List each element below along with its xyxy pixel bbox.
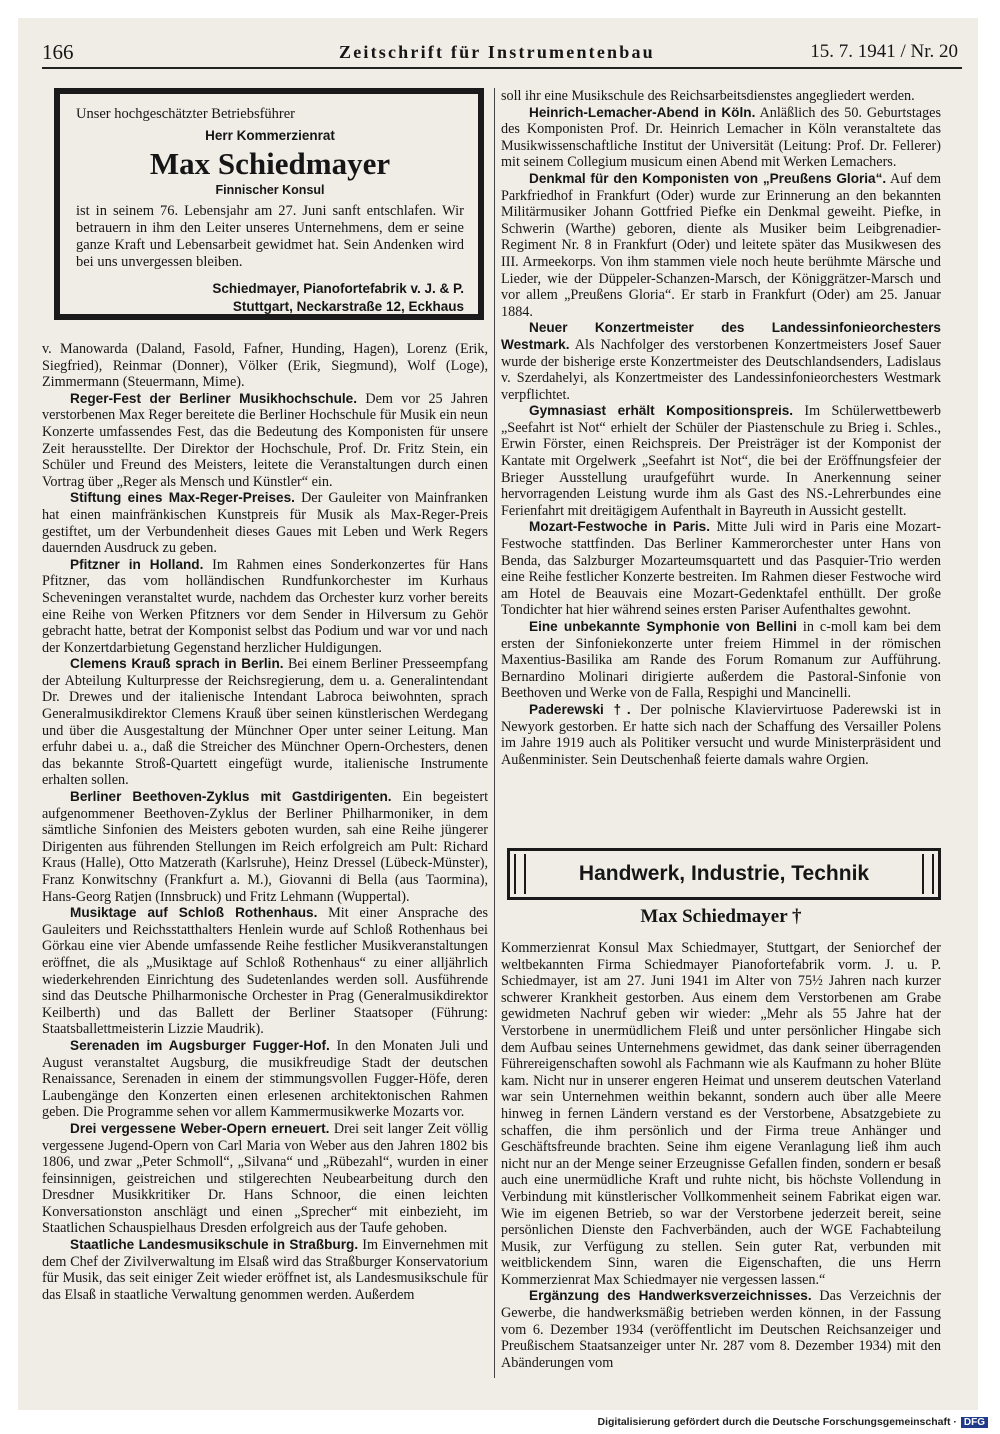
footer-text: Digitalisierung gefördert durch die Deutsche Forschungsgemeinschaft · xyxy=(597,1416,957,1428)
article-text: soll ihr eine Musikschule des Reichsarbeitsdienstes angegliedert werden. xyxy=(501,88,915,104)
article-text: in c-moll kam bei dem ersten der Sinfoniekonzerte unter freiem Himmel in der römischen Maxentius-Basilika am Rande des Forum Romanum zur Aufführung. Bernardino Molinari dirigierte außerdem die Pastoral-Sinfonie von Beethoven und Werke von de Falla, Respighi und Mancinelli. xyxy=(501,619,941,702)
article-heading: Ergänzung des Handwerksverzeichnisses. xyxy=(529,1288,812,1304)
article-text: Mit einer Ansprache des Gauleiters und Reichsstatthalters Henlein wurde auf Schloß Rothenhaus bei Görkau eine vier Abende umfassende Reihe festlicher Musikveranstaltungen eröffnet, die als „Musiktage auf Schloß Rothenhaus“ zu einer alljährlich wiederkehrenden Einrichtung des Sudetenlandes werden soll. Ausführende sind das Deutsche Philharmonische Orchester in Prag (Generalmusikdirektor Keilberth) und das Ballett der Berliner Staatsoper (Führung: Staatsballettmeisterin Lizzie Maudrik). xyxy=(42,905,488,1038)
article-paragraph xyxy=(42,1121,488,1237)
article-paragraph xyxy=(42,341,488,391)
notice-intro: Unser hochgeschätzter Betriebsführer xyxy=(76,106,296,122)
article-paragraph xyxy=(42,656,488,789)
notice-firm xyxy=(76,280,464,316)
notice-name: Max Schiedmayer xyxy=(149,146,391,181)
article-heading: Serenaden im Augsburger Fugger-Hof. xyxy=(70,1037,330,1053)
article-paragraph xyxy=(501,171,941,320)
article-heading: Musiktage auf Schloß Rothenhaus. xyxy=(70,905,318,921)
article-heading: Neuer Konzertmeister des Landessinfonieorchesters Westmark. xyxy=(501,320,941,352)
article-text: Anläßlich des 50. Geburtstages des Komponisten Prof. Dr. Heinrich Lemacher in Köln veranstaltete das Musikwissenschaftliche Institut der Universität (Leitung: Prof. Dr. Fellerer) mit seinem Collegium musicum einen Abend mit Werken Lemachers. xyxy=(501,104,941,171)
obituary-title: Max Schiedmayer † xyxy=(640,906,802,927)
section-banner xyxy=(507,848,941,900)
article-text: Auf dem Parkfriedhof in Frankfurt (Oder) wurde zur Erinnerung an den bekannten Militärmusiker Johann Gottfried Piefke ein Denkmal geweiht. Piefke, in Schwerin (Warthe) geboren, diente als Musiker beim Leibgrenadier-Regiment Nr. 8 in Frankfurt (Oder) und leitete später das Musikwesen des III. Armeekorps. Von ihm stammen viele noch heute berühmte Märsche und Lieder, wie der Düppeler-Schanzen-Marsch, der Königgrätzer-Marsch und vor allem „Preußens Gloria“. Er starb in Frankfurt (Oder) am 25. Januar 1884. xyxy=(501,170,941,320)
obituary-column xyxy=(501,940,941,1374)
column-divider xyxy=(494,88,495,1378)
article-heading: Stiftung eines Max-Reger-Preises. xyxy=(70,490,295,506)
article-heading: Paderewski †. xyxy=(529,701,631,717)
article-paragraph xyxy=(501,88,941,105)
article-paragraph xyxy=(501,105,941,171)
article-paragraph xyxy=(501,702,941,768)
article-text: In den Monaten Juli und August veranstaltet Augsburg, die musikfreudige Stadt der deutschen Renaissance, Serenaden in einem der stimmungsvollen Fugger-Höfe, deren Laubengänge den Konzerten einen erlesenen architektonischen Rahmen geben. Die Programme sehen vor allem Kammermusikwerke Mozarts vor. xyxy=(42,1037,488,1121)
article-heading: Denkmal für den Komponisten von „Preußens Gloria“. xyxy=(529,170,887,186)
article-text: Dem vor 25 Jahren verstorbenen Max Reger bereitete die Berliner Hochschule für Musik ein neun Konzerte umfassendes Fest, das die Bedeutung des Komponisten für unsere Zeit herausstellte. Der Direktor der Hochschule, Prof. Dr. Fritz Stein, ein Schüler und Freund des Meisters, leitete die Veranstaltungen durch einen Vortrag über „Reger als Mensch und Künstler“ ein. xyxy=(42,390,488,490)
article-paragraph xyxy=(501,403,941,519)
article-paragraph xyxy=(42,557,488,657)
obituary-notice-box xyxy=(54,88,484,320)
article-text: v. Manowarda (Daland, Fasold, Fafner, Hunding, Hagen), Lorenz (Erik, Siegfried), Reinmar (Donner), Völker (Erik, Siegmund), Wolf (Loge), Zimmermann (Steuermann, Mime). xyxy=(42,341,488,391)
notice-body: ist in seinem 76. Lebensjahr am 27. Juni sanft entschlafen. Wir betrauern in ihm den Leiter unseres Unternehmens, dem er seine ganze Kraft und Lebensarbeit gewidmet hat. Sein Andenken wird bei uns unvergessen bleiben. xyxy=(76,203,464,270)
left-column xyxy=(42,341,488,1381)
footer-credit xyxy=(598,1416,989,1428)
article-heading: Berliner Beethoven-Zyklus mit Gastdirigenten. xyxy=(70,789,392,805)
article-text: Als Nachfolger des verstorbenen Konzertmeisters Josef Sauer wurde der bisherige erste Konzertmeister des Deutschlandsenders, Ladislaus v. Szerdahelyi, als Konzertmeister des Landessinfonieorchesters Westmark verpflichtet. xyxy=(501,336,941,403)
notice-firm-line2: Stuttgart, Neckarstraße 12, Eckhaus xyxy=(232,299,464,314)
article-text: Der polnische Klaviervirtuose Paderewski ist in Newyork gestorben. Er hatte sich nach der Schaffung des Versailler Polens im Jahre 1919 auch als Politiker versucht und wurde Ministerpräsident und Außenminister. Sein Deutschenhaß feierte damals wahre Orgien. xyxy=(501,701,941,768)
article-paragraph xyxy=(501,320,941,403)
article-heading: Heinrich-Lemacher-Abend in Köln. xyxy=(529,104,756,120)
article-text: Im Rahmen eines Sonderkonzertes für Hans Pfitzner, das vom holländischen Rundfunkorchester im Kurhaus Scheveningen veranstaltet wurde, nachdem das Orchester kurz vorher bereits eine Reihe von Werken Pfitzners vor dem Sender in Hilversum zu Gehör gebracht hatte, betrat der Komponist selbst das Podium und war vor und nach der Konzertdarbietung Gegenstand herzlicher Huldigungen. xyxy=(42,556,488,656)
journal-title: Zeitschrift für Instrumentenbau xyxy=(339,42,655,62)
issue-date: 15. 7. 1941 / Nr. 20 xyxy=(810,41,958,62)
article-heading: Drei vergessene Weber-Opern erneuert. xyxy=(70,1120,330,1136)
article-text: Drei seit langer Zeit völlig vergessene Jugend-Opern von Carl Maria von Weber aus den Jahren 1802 bis 1806, und zwar „Peter Schmoll“, „Silvana“ und „Rübezahl“, wurden in einer feinsinnigen, geistreichen und stilgerechten Neubearbeitung durch den Dresdner Musikkritiker Dr. Hans Schnoor, die einen leichten Konversationston anschlägt und einen „Sprecher“ mit einbezieht, im Staatlichen Schauspielhaus Dresden erfolgreich aus der Taufe gehoben. xyxy=(42,1120,488,1237)
article-text: Bei einem Berliner Presseempfang der Abteilung Kulturpresse der Reichsregierung, dem u. a. Generalintendant Dr. Drewes und der italienische Intendant Labroca beiwohnten, sprach Generalmusikdirektor Clemens Krauß über seinen künstlerischen Werdegang und über die Ausgestaltung der Münchner Oper unter seiner Leitung. Man erfuhr dabei u. a., daß die Streicher des Münchner Opern-Orchesters, denen das bekannte Stroß-Quartett eingefügt wurde, italienische Instrumente erhalten sollen. xyxy=(42,656,488,789)
article-text: Das Verzeichnis der Gewerbe, die handwerksmäßig betrieben werden können, in der Fassung vom 6. Dezember 1934 (veröffentlicht im Deutschen Reichsanzeiger und Preußischem Staatsanzeiger unter Nr. 287 vom 8. Dezember 1934) mit den Abänderungen vom xyxy=(501,1288,941,1371)
article-paragraph xyxy=(501,1288,941,1371)
article-paragraph xyxy=(501,619,941,702)
article-heading: Gymnasiast erhält Kompositionspreis. xyxy=(529,403,794,419)
article-paragraph xyxy=(501,519,941,619)
article-paragraph xyxy=(42,1237,488,1303)
article-paragraph xyxy=(42,789,488,905)
article-heading: Staatliche Landesmusikschule in Straßburg. xyxy=(70,1237,359,1253)
notice-firm-line1: Schiedmayer, Pianofortefabrik v. J. & P. xyxy=(212,281,464,296)
right-column xyxy=(501,88,941,838)
article-paragraph xyxy=(42,490,488,556)
article-paragraph xyxy=(42,391,488,491)
header-rule xyxy=(42,67,962,69)
article-paragraph xyxy=(501,940,941,1288)
article-paragraph xyxy=(42,1038,488,1121)
article-heading: Clemens Krauß sprach in Berlin. xyxy=(70,656,284,672)
section-banner-title: Handwerk, Industrie, Technik xyxy=(578,862,870,885)
article-heading: Mozart-Festwoche in Paris. xyxy=(529,519,711,535)
article-text: Mitte Juli wird in Paris eine Mozart-Festwoche stattfinden. Das Berliner Kammerorchester unter Hans von Benda, das Salzburger Mozarteumsquartett und das Pasquier-Trio werden eine Reihe festlicher Konzerte bestreiten. Im Rahmen dieser Festwoche wird am Hotel de Beauvais eine Mozart-Gedenktafel enthüllt. Der große Tondichter hat hier während seines ersten Pariser Aufenthaltes gewohnt. xyxy=(501,519,941,619)
article-heading: Reger-Fest der Berliner Musikhochschule. xyxy=(70,390,358,406)
article-paragraph xyxy=(42,905,488,1038)
notice-title: Herr Kommerzienrat xyxy=(205,128,335,143)
article-heading: Pfitzner in Holland. xyxy=(70,556,204,572)
dfg-logo: DFG xyxy=(961,1417,988,1428)
page-header xyxy=(42,38,962,68)
article-text: Der Gauleiter von Mainfranken hat einen mainfränkischen Kunstpreis für Musik als Max-Reger-Preis gestiftet, um der Verbundenheit dieses Gaues mit Leben und Werk Regers dauernden Ausdruck zu geben. xyxy=(42,490,488,557)
article-text: Kommerzienrat Konsul Max Schiedmayer, Stuttgart, der Seniorchef der weltbekannten Firma Schiedmayer Pianofortefabrik vorm. J. u. P. Schiedmayer, ist am 27. Juni 1941 im Alter von 75½ Jahren nach kurzer schwerer Krankheit gestorben. Aus einem dem Verstorbenen am Grabe gewidmeten Nachruf geben wir wieder: „Mehr als 55 Jahre hat der Verstorbene in unermüdlichem Fleiß und unter persönlicher Hingabe sich dem Aufbau seines Unternehmens gewidmet, das dank seiner überragenden Führereigenschaften sowohl als Fachmann wie als Kaufmann zu hoher Blüte kam. Nicht nur in unserer engeren Heimat und unserem deutschen Vaterland war sein Unternehmen weithin bekannt, sondern auch über alle Meere hinweg in fernen Ländern verstand es der Verstorbene, Absatzgebiete zu schaffen, die ihm persönlich und der Firma treue Anhänger und Geschäftsfreunde brachten. Seine ihm eigene Veranlagung ließ ihm auch nicht nur an der Menge seiner Erzeugnisse Gefallen finden, sondern er besaß auch eine unermüdliche Kraft und ruhte nicht, bis höchste Vollendung in Verbindung mit künstlerischer Vollkommenheit seinem Fabrikat eigen war. Wie im eigenen Betrieb, so war der Verstorbene jederzeit bereit, seine persönlichen Dienste den Fachverbänden, auch der WGE Fachabteilung Musik, zur Verfügung zu stellen. Sein guter Rat, verbunden mit weitblickendem Sinn, waren die Eigenschaften, die uns Herrn Kommerzienrat Max Schiedmayer nie vergessen lassen.“ xyxy=(501,940,941,1288)
article-text: Ein begeistert aufgenommener Beethoven-Zyklus der Berliner Philharmoniker, in dem sämtliche Sinfonien des Meisters geboten wurden, sah eine Reihe jüngerer Dirigenten aus führenden Stellungen im Reich erfolgreich am Pult: Richard Kraus (Halle), Otto Matzerath (Karlsruhe), Heinz Dressel (Lübeck-Münster), Franz Konwitschny (Frankfurt a. M.), Giovanni di Bella (aus Taormina), Hans-Georg Ratjen (Innsbruck) und Fritz Lehmann (Wuppertal). xyxy=(42,789,488,905)
article-text: Im Schülerwettbewerb „Seefahrt ist Not“ erhielt der Schüler der Piastenschule zu Brieg i. Schles., Erwin Förster, einen Reichspreis. Der Preisträger ist der Komponist der Kantate mit Orgelwerk „Seefahrt ist Not“, die bei der Eröffnungsfeier der Brieger Ausstellung uraufgeführt wurde. In Anerkennung seiner hervorragenden Leistung wurde ihm als Gast des NS.-Lehrerbundes eine Ferienfahrt mit dreitägigem Aufenthalt in Bayreuth in Aussicht gestellt. xyxy=(501,403,941,519)
article-heading: Eine unbekannte Symphonie von Bellini xyxy=(529,619,797,634)
page-number: 166 xyxy=(42,40,74,64)
notice-konsul: Finnischer Konsul xyxy=(215,183,325,197)
article-text: Im Einvernehmen mit dem Chef der Zivilverwaltung im Elsaß wird das Straßburger Konservatorium für Musik, das seit einiger Zeit wieder eröffnet ist, als Landesmusikschule für das Elsaß in staatliche Verwaltung genommen werden. Außerdem xyxy=(42,1237,488,1303)
